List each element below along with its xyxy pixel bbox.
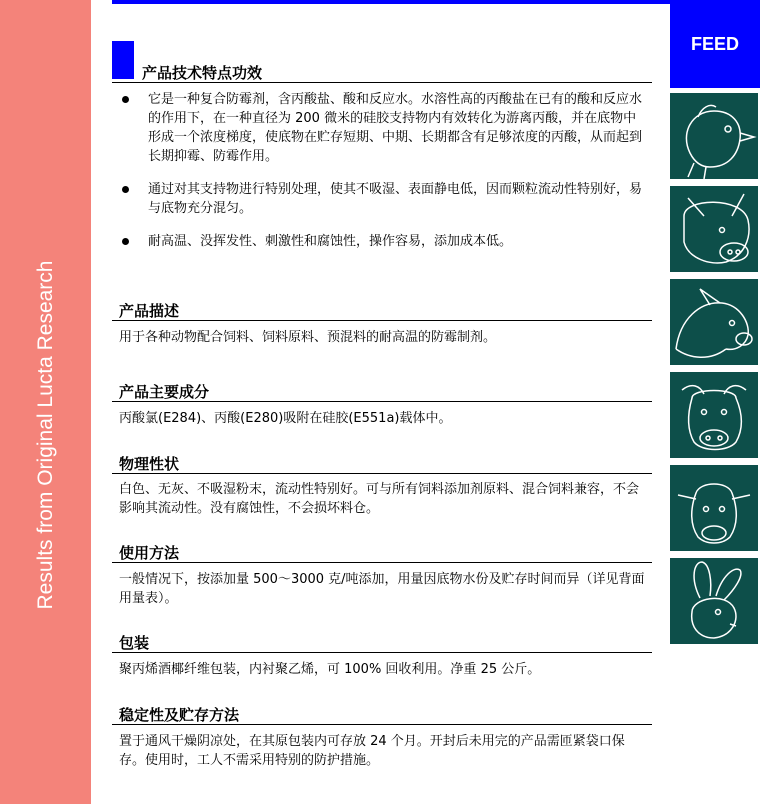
rabbit-icon [670,558,758,644]
feed-label: FEED [690,33,739,54]
feature-bullet-text: 通过对其支持物进行特别处理，使其不吸湿、表面静电低，因而颗粒流动性特别好，易与底物充分混匀。 [148,182,643,216]
chick-icon [670,93,758,179]
bullet-icon [122,186,129,193]
section-title-description: 产品描述 [119,302,180,320]
feature-bullet [119,90,649,166]
physical-text: 白色、无灰、不吸湿粉末，流动性特别好。可与所有饲料添加剂原料、混合饲料兼容，不会影响其流动性。没有腐蚀性，不会损坏料仓。 [119,482,640,516]
section-divider [112,724,652,725]
section-title-usage: 使用方法 [119,544,180,562]
feature-bullet [119,180,649,218]
vertical-research-label: Results from Original Lucta Research [34,260,57,610]
bullet-icon [122,96,129,103]
feature-bullet [119,232,649,251]
usage-text: 一般情况下，按添加量 500～3000 克/吨添加，用量因底物水份及贮存时间而异（详见背面用量表）。 [119,572,645,606]
feature-bullet-text: 它是一种复合防霉剂，含丙酸盐、酸和反应水。水溶性高的丙酸盐在已有的酸和反应水的作用下，在一种直径为 200 微米的硅胶支持物内有效转化为游离丙酸，并在底物中形成一个浓度梯度，使底物在贮存短期、中期、长期都含有足够浓度的丙酸，从而起到长期抑霉、防霉作用。 [148,92,643,164]
right-animal-column [670,0,760,804]
bullet-icon [122,238,129,245]
left-side-strip [0,0,91,804]
feature-bullet-text: 耐高温、没挥发性、刺激性和腐蚀性，操作容易，添加成本低。 [148,234,513,249]
storage-text: 置于通风干燥阴凉处，在其原包装内可存放 24 个月。开封后未用完的产品需匝紧袋口保存。使用时，工人不需采用特别的防护措施。 [119,734,625,768]
ingredients-text: 丙酸氯(E284)、丙酸(E280)吸附在硅胶(E551a)载体中。 [119,411,452,426]
description-text: 用于各种动物配合饲料、饲料原料、预混料的耐高温的防霉制剂。 [119,330,497,345]
top-blue-bar [112,0,670,4]
section-title-physical: 物理性状 [119,455,180,473]
section-title-features: 产品技术特点功效 [142,64,263,82]
section-divider [112,473,652,474]
pig-icon [670,186,758,272]
section-title-storage: 稳定性及贮存方法 [119,706,240,724]
section-divider [112,82,652,83]
section-divider [112,562,652,563]
section-divider [112,320,652,321]
section-title-ingredients: 产品主要成分 [119,383,210,401]
calf-icon [670,465,758,551]
feed-label-box [670,0,760,88]
cow-icon [670,372,758,458]
section-divider [112,401,652,402]
packaging-text: 聚丙烯酒椰纤维包装，内衬聚乙烯，可 100% 回收利用。净重 25 公斤。 [119,662,541,677]
section-marker-square [112,41,134,79]
section-title-packaging: 包装 [119,634,150,652]
section-divider [112,652,652,653]
sow-icon [670,279,758,365]
